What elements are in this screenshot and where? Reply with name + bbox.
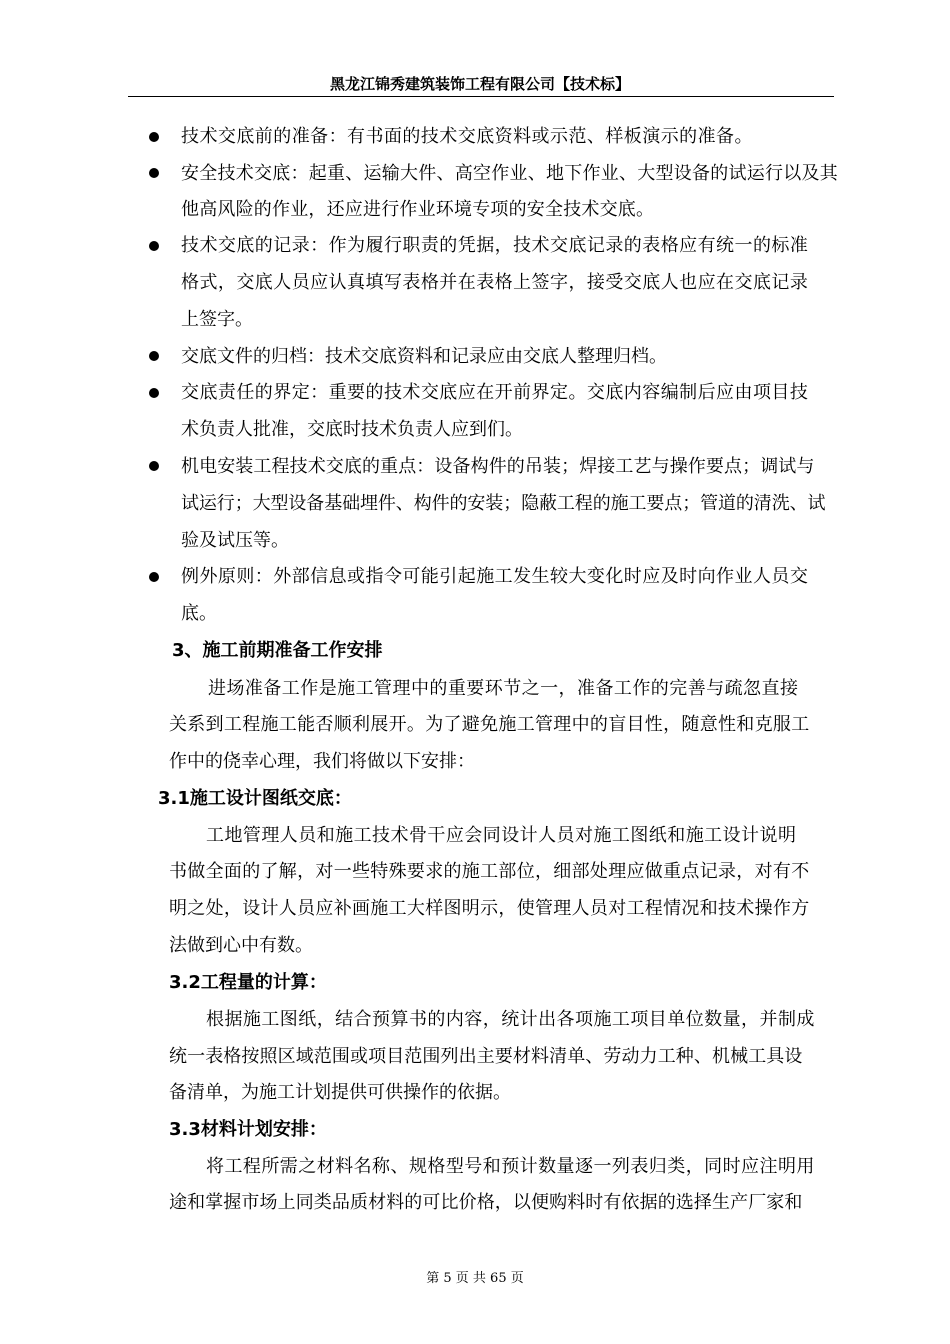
bullet-dot — [149, 132, 159, 142]
bullet-7-line-2: 底。 — [181, 603, 217, 624]
bullet-dot — [149, 461, 159, 471]
bullet-7-line-1: 例外原则：外部信息或指令可能引起施工发生较大变化时应及时向作业人员交 — [181, 566, 809, 587]
bullet-dot — [149, 241, 159, 251]
bullet-6-line-2: 试运行；大型设备基础埋件、构件的安装；隐蔽工程的施工要点；管道的清洗、试 — [181, 493, 826, 514]
bullet-5-line-1: 交底责任的界定：重要的技术交底应在开前界定。交底内容编制后应由项目技 — [181, 382, 809, 403]
section-3-1-line-3: 明之处，设计人员应补画施工大样图明示，使管理人员对工程情况和技术操作方 — [169, 898, 810, 919]
bullet-6-line-3: 验及试压等。 — [181, 530, 289, 551]
section-3-1-line-4: 法做到心中有数。 — [169, 935, 313, 956]
section-3-2-heading: 3.2工程量的计算： — [169, 972, 327, 993]
bullet-dot — [149, 388, 159, 398]
bullet-5-line-2: 术负责人批准，交底时技术负责人应到们。 — [181, 419, 523, 440]
bullet-6-line-1: 机电安装工程技术交底的重点：设备构件的吊装；焊接工艺与操作要点；调试与 — [181, 456, 815, 477]
bullet-dot — [149, 572, 159, 582]
section-3-1-line-1: 工地管理人员和施工技术骨干应会同设计人员对施工图纸和施工设计说明 — [206, 825, 797, 846]
section-3-heading: 3、施工前期准备工作安排 — [172, 640, 383, 661]
header-divider — [128, 96, 834, 97]
bullet-2-line-1: 安全技术交底：起重、运输大件、高空作业、地下作业、大型设备的试运行以及其 — [181, 163, 838, 184]
section-3-3-line-2: 途和掌握市场上同类品质材料的可比价格，以便购料时有依据的选择生产厂家和 — [169, 1192, 803, 1213]
section-3-line-2: 关系到工程施工能否顺利展开。为了避免施工管理中的盲目性，随意性和克服工 — [169, 714, 810, 735]
bullet-1-line-1: 技术交底前的准备：有书面的技术交底资料或示范、样板演示的准备。 — [181, 126, 753, 147]
section-3-3-heading: 3.3材料计划安排： — [169, 1119, 327, 1140]
bullet-dot — [149, 168, 159, 178]
bullet-dot — [149, 351, 159, 361]
bullet-3-line-1: 技术交底的记录：作为履行职责的凭据，技术交底记录的表格应有统一的标准 — [181, 235, 809, 256]
section-3-line-1: 进场准备工作是施工管理中的重要环节之一，准备工作的完善与疏忽直接 — [208, 678, 799, 699]
section-3-1-heading: 3.1施工设计图纸交底： — [158, 788, 352, 809]
section-3-2-line-1: 根据施工图纸，结合预算书的内容，统计出各项施工项目单位数量，并制成 — [206, 1009, 815, 1030]
section-3-2-line-2: 统一表格按照区域范围或项目范围列出主要材料清单、劳动力工种、机械工具设 — [169, 1046, 803, 1067]
bullet-3-line-2: 格式，交底人员应认真填写表格并在表格上签字，接受交底人也应在交底记录 — [181, 272, 809, 293]
section-3-1-line-2: 书做全面的了解，对一些特殊要求的施工部位，细部处理应做重点记录，对有不 — [169, 861, 810, 882]
section-3-2-line-3: 备清单，为施工计划提供可供操作的依据。 — [169, 1082, 511, 1103]
page-header-title: 黑龙江锦秀建筑装饰工程有限公司【技术标】 — [329, 75, 630, 93]
bullet-3-line-3: 上签字。 — [181, 309, 253, 330]
bullet-4-line-1: 交底文件的归档：技术交底资料和记录应由交底人整理归档。 — [181, 346, 667, 367]
section-3-line-3: 作中的侥幸心理，我们将做以下安排： — [169, 751, 475, 772]
page-number-footer: 第 5 页 共 65 页 — [426, 1271, 524, 1286]
bullet-2-line-2: 他高风险的作业，还应进行作业环境专项的安全技术交底。 — [181, 199, 655, 220]
section-3-3-line-1: 将工程所需之材料名称、规格型号和预计数量逐一列表归类，同时应注明用 — [206, 1156, 815, 1177]
